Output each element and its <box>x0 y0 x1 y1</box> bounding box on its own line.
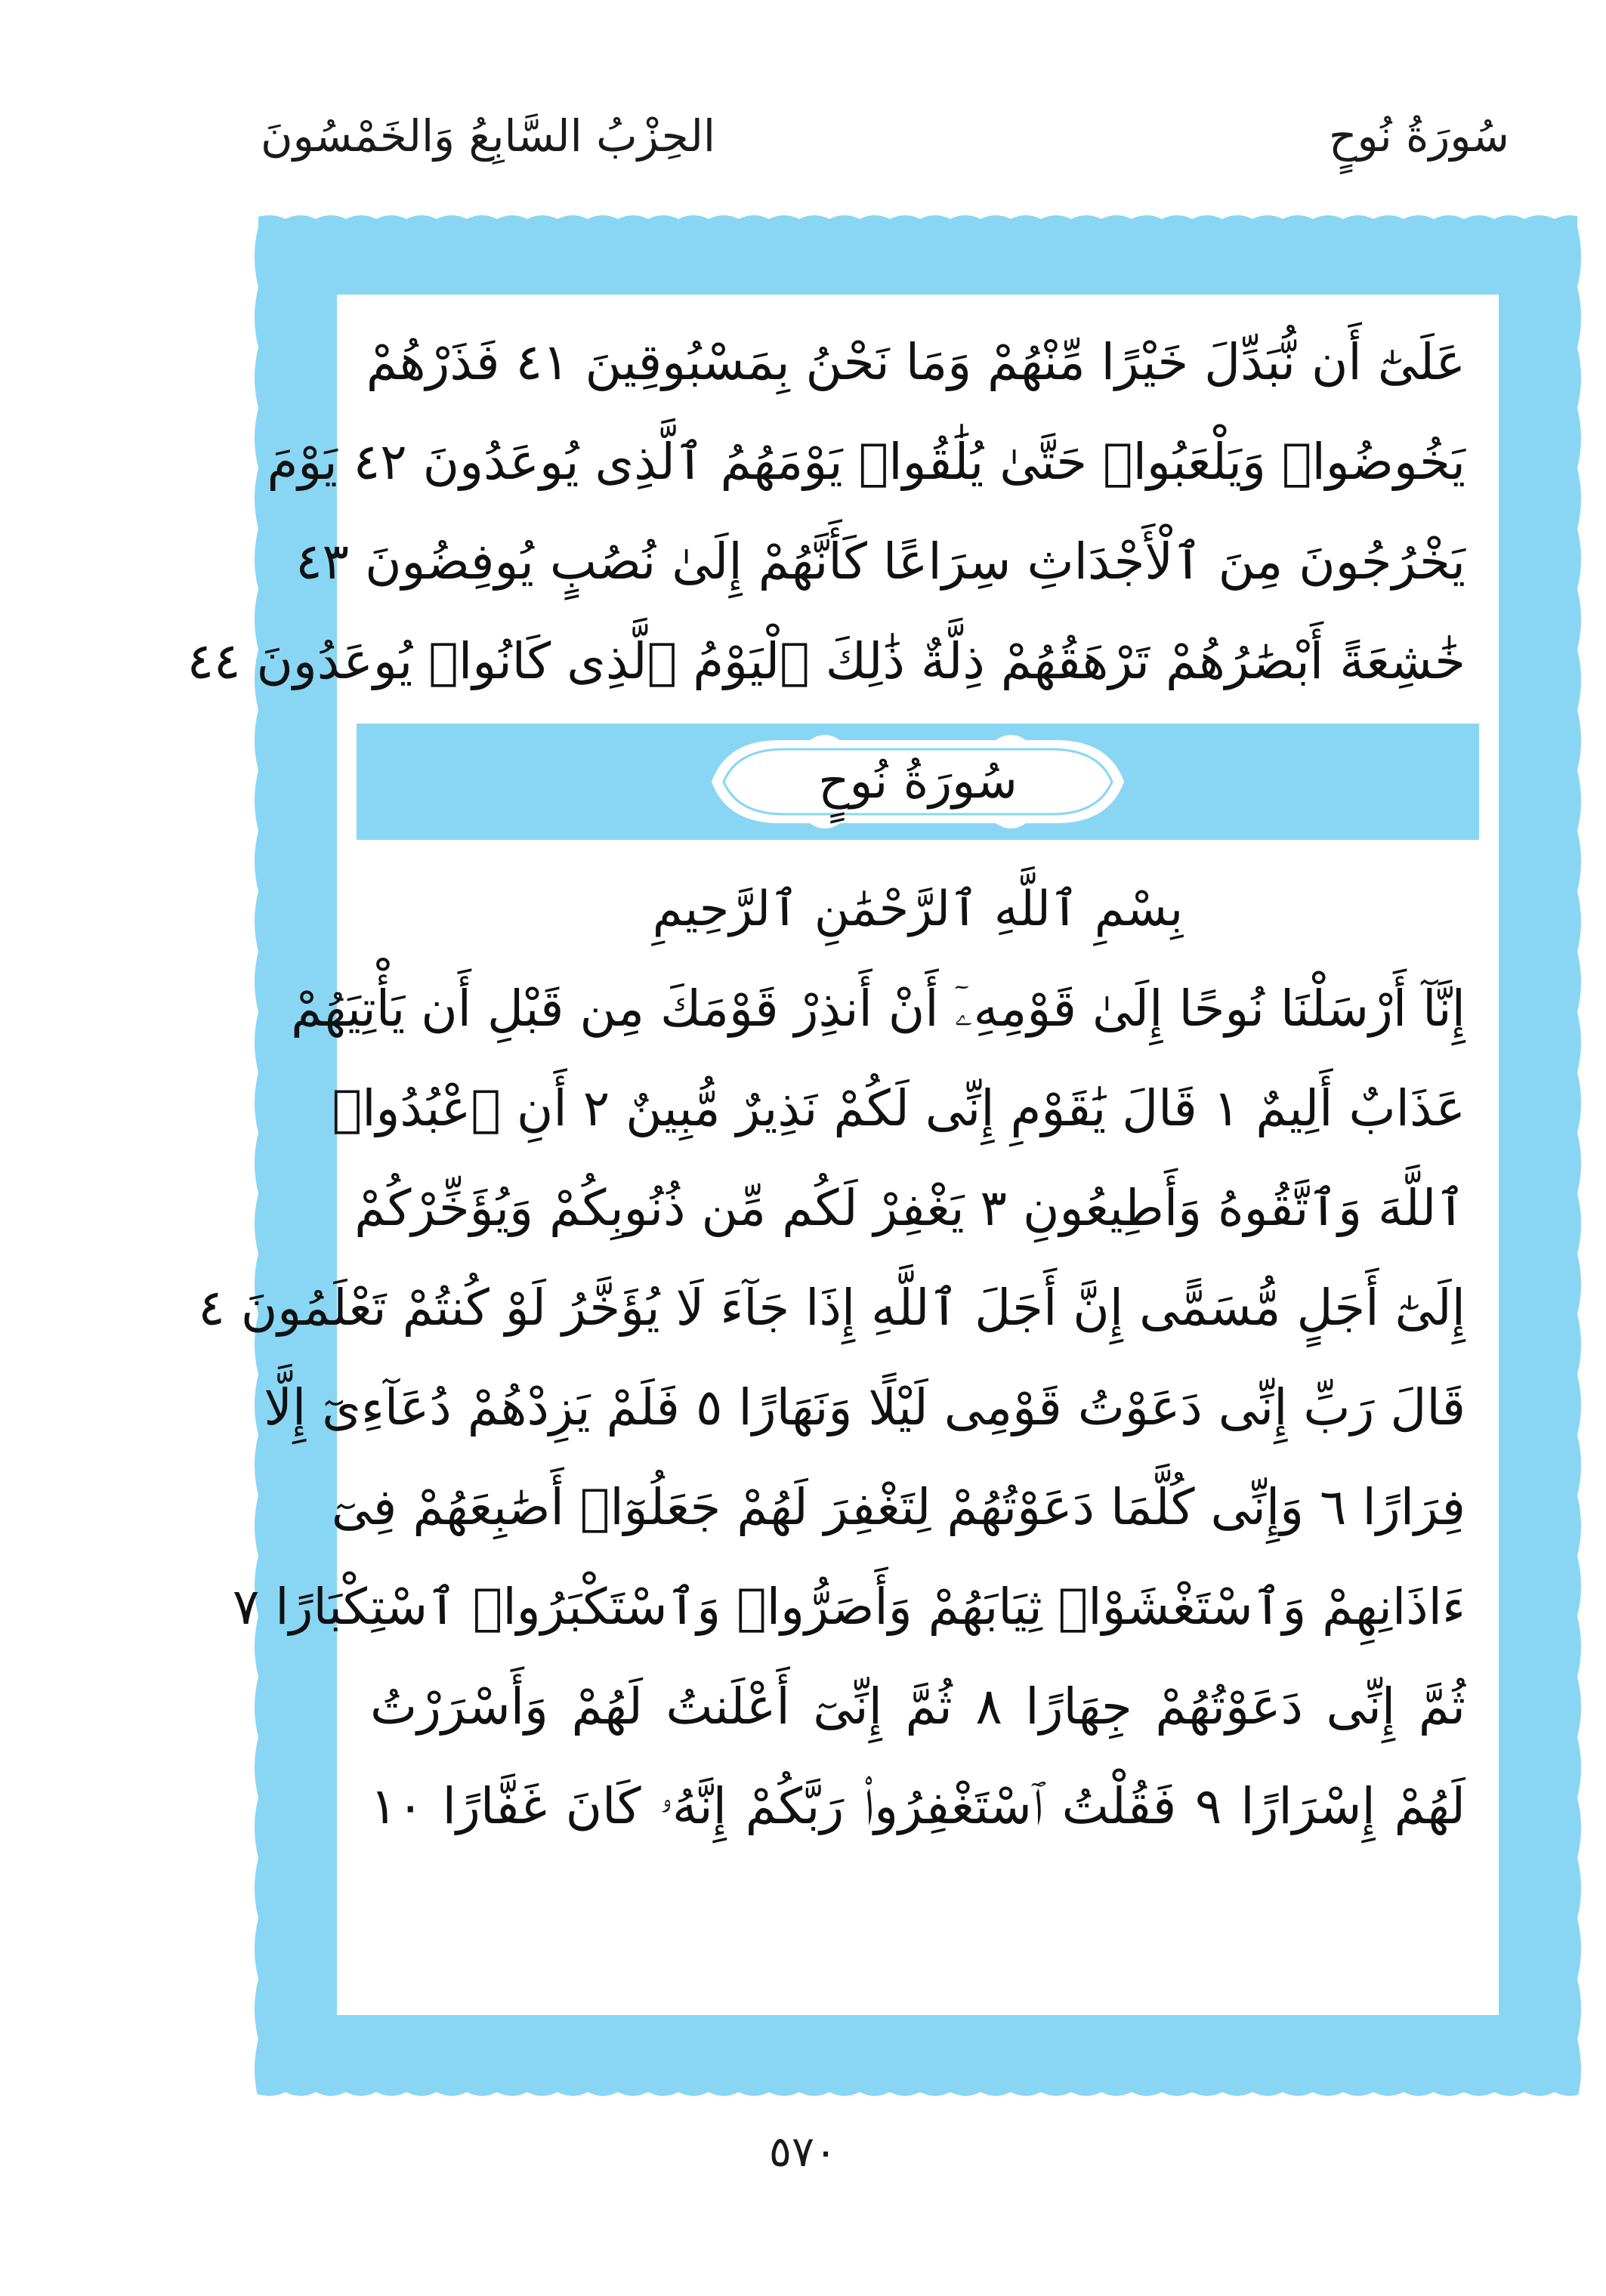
verse-line: لَهُمْ إِسْرَارًا ٩ فَقُلْتُ ٱسْتَغْفِرُوا۟ رَبَّكُمْ إِنَّهُۥ كَانَ غَفَّارًا ١٠ <box>370 1777 1465 1835</box>
verse-line: إِنَّآ أَرْسَلْنَا نُوحًا إِلَىٰ قَوْمِهِۦٓ أَنْ أَنذِرْ قَوْمَكَ مِن قَبْلِ أَن يَأْتِيَهُمْ <box>291 980 1465 1038</box>
verse-line: عَلَىٰٓ أَن نُّبَدِّلَ خَيْرًا مِّنْهُمْ وَمَا نَحْنُ بِمَسْبُوقِينَ ٤١ فَذَرْهُمْ <box>366 333 1465 391</box>
verse-line: يَخُوضُوا۟ وَيَلْعَبُوا۟ حَتَّىٰ يُلَٰقُوا۟ يَوْمَهُمُ ٱلَّذِى يُوعَدُونَ ٤٢ يَوْمَ <box>267 433 1465 491</box>
surah-title: سُورَةُ نُوحٍ <box>818 754 1018 810</box>
verse-line: قَالَ رَبِّ إِنِّى دَعَوْتُ قَوْمِى لَيْلًا وَنَهَارًا ٥ فَلَمْ يَزِدْهُمْ دُعَآءِىٓ إِلَّا <box>264 1378 1465 1437</box>
verse-line: ٱللَّهَ وَٱتَّقُوهُ وَأَطِيعُونِ ٣ يَغْفِرْ لَكُم مِّن ذُنُوبِكُمْ وَيُؤَخِّرْكُمْ <box>354 1179 1465 1237</box>
verse-line: يَخْرُجُونَ مِنَ ٱلْأَجْدَاثِ سِرَاعًا كَأَنَّهُمْ إِلَىٰ نُصُبٍ يُوفِضُونَ ٤٣ <box>295 532 1465 591</box>
verse-line: إِلَىٰٓ أَجَلٍ مُّسَمًّى إِنَّ أَجَلَ ٱللَّهِ إِذَا جَآءَ لَا يُؤَخَّرُ لَوْ كُنتُمْ تَعْلَمُونَ ٤ <box>198 1279 1465 1337</box>
verse-line: ثُمَّ إِنِّى دَعَوْتُهُمْ جِهَارًا ٨ ثُمَّ إِنِّىٓ أَعْلَنتُ لَهُمْ وَأَسْرَرْتُ <box>370 1677 1465 1736</box>
verse-line: ءَاذَانِهِمْ وَٱسْتَغْشَوْا۟ ثِيَابَهُمْ وَأَصَرُّوا۟ وَٱسْتَكْبَرُوا۟ ٱسْتِكْبَارًا ٧ <box>232 1578 1465 1636</box>
surah-banner <box>357 724 1479 840</box>
verse-line: عَذَابٌ أَلِيمٌ ١ قَالَ يَٰقَوْمِ إِنِّى لَكُمْ نَذِيرٌ مُّبِينٌ ٢ أَنِ ٱعْبُدُوا۟ <box>332 1079 1465 1137</box>
text-panel <box>187 295 1499 2015</box>
header-hizb-label: الحِزْبُ السَّابِعُ وَالخَمْسُونَ <box>261 110 715 162</box>
verse-line: خَٰشِعَةً أَبْصَٰرُهُمْ تَرْهَقُهُمْ ذِلَّةٌ ذَٰلِكَ ٱلْيَوْمُ ٱلَّذِى كَانُوا۟ يُوعَدُونَ ٤٤ <box>187 632 1465 690</box>
verse-line: فِرَارًا ٦ وَإِنِّى كُلَّمَا دَعَوْتُهُمْ لِتَغْفِرَ لَهُمْ جَعَلُوٓا۟ أَصَٰبِعَهُمْ فِىٓ <box>331 1478 1465 1536</box>
verses-bottom-block <box>198 959 1499 1856</box>
verses-top-block <box>187 313 1499 711</box>
basmala: بِسْمِ ٱللَّهِ ٱلرَّحْمَٰنِ ٱلرَّحِيمِ <box>652 881 1184 937</box>
page-number: ٥٧٠ <box>768 2128 838 2177</box>
header-surah-name: سُورَةُ نُوحٍ <box>1329 110 1509 162</box>
page-frame <box>187 211 1585 2100</box>
